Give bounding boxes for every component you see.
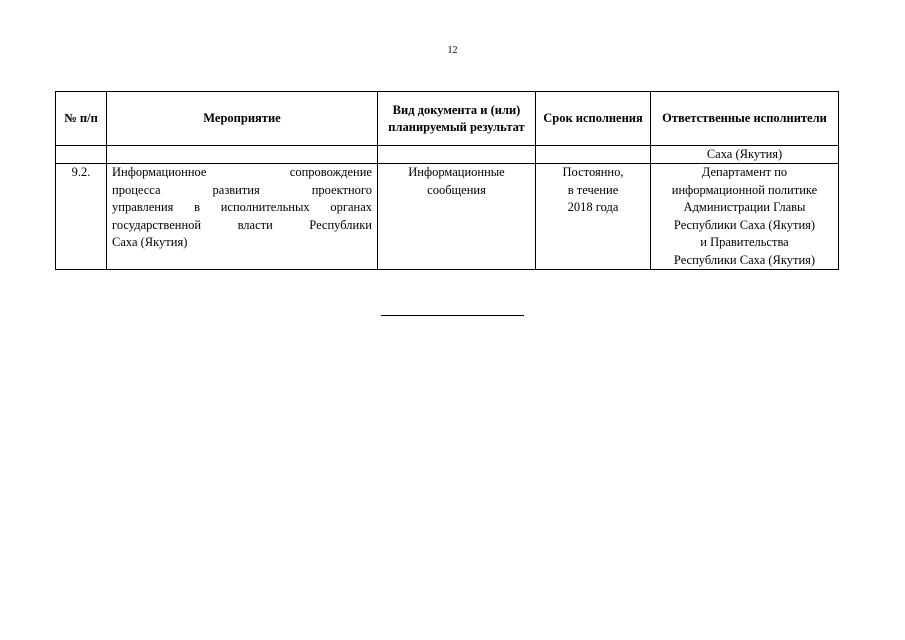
header-deadline: Срок исполнения — [536, 92, 651, 146]
activity-line: процесса развития проектного — [112, 182, 372, 197]
responsible-line: информационной политике — [671, 182, 818, 197]
responsible-line: Администрации Главы — [683, 200, 806, 214]
activity-line: государственной власти Республики — [112, 217, 372, 232]
cont-document — [378, 146, 536, 164]
cont-activity — [107, 146, 378, 164]
responsible-line: Республики Саха (Якутия) — [673, 217, 816, 232]
cont-responsible: Саха (Якутия) — [651, 146, 839, 164]
table-row — [56, 164, 839, 270]
header-document: Вид документа и (или) планируемый результат — [378, 92, 536, 146]
row-document: Информационные сообщения — [378, 164, 536, 270]
header-activity: Мероприятие — [107, 92, 378, 146]
row-deadline — [536, 164, 651, 270]
plan-table — [55, 91, 839, 270]
activity-line: Информационное сопровождение — [112, 165, 372, 179]
row-num: 9.2. — [56, 164, 107, 270]
deadline-line: 2018 года — [567, 200, 619, 214]
page-number: 12 — [447, 45, 458, 56]
deadline-line: в течение — [567, 182, 619, 197]
cont-deadline — [536, 146, 651, 164]
header-responsible: Ответственные исполнители — [651, 92, 839, 146]
deadline-line: Постоянно, — [562, 165, 624, 179]
row-responsible — [651, 164, 839, 270]
responsible-line: и Правительства — [700, 235, 789, 249]
responsible-line: Департамент по — [701, 165, 788, 179]
cont-num — [56, 146, 107, 164]
row-activity — [107, 164, 378, 270]
end-divider-line — [381, 315, 524, 316]
activity-line: управления в исполнительных органах — [112, 200, 372, 214]
continuation-row — [56, 146, 839, 164]
table-header-row — [56, 92, 839, 146]
responsible-line: Республики Саха (Якутия) — [673, 252, 816, 267]
activity-line: Саха (Якутия) — [112, 235, 188, 249]
header-num: № п/п — [56, 92, 107, 146]
